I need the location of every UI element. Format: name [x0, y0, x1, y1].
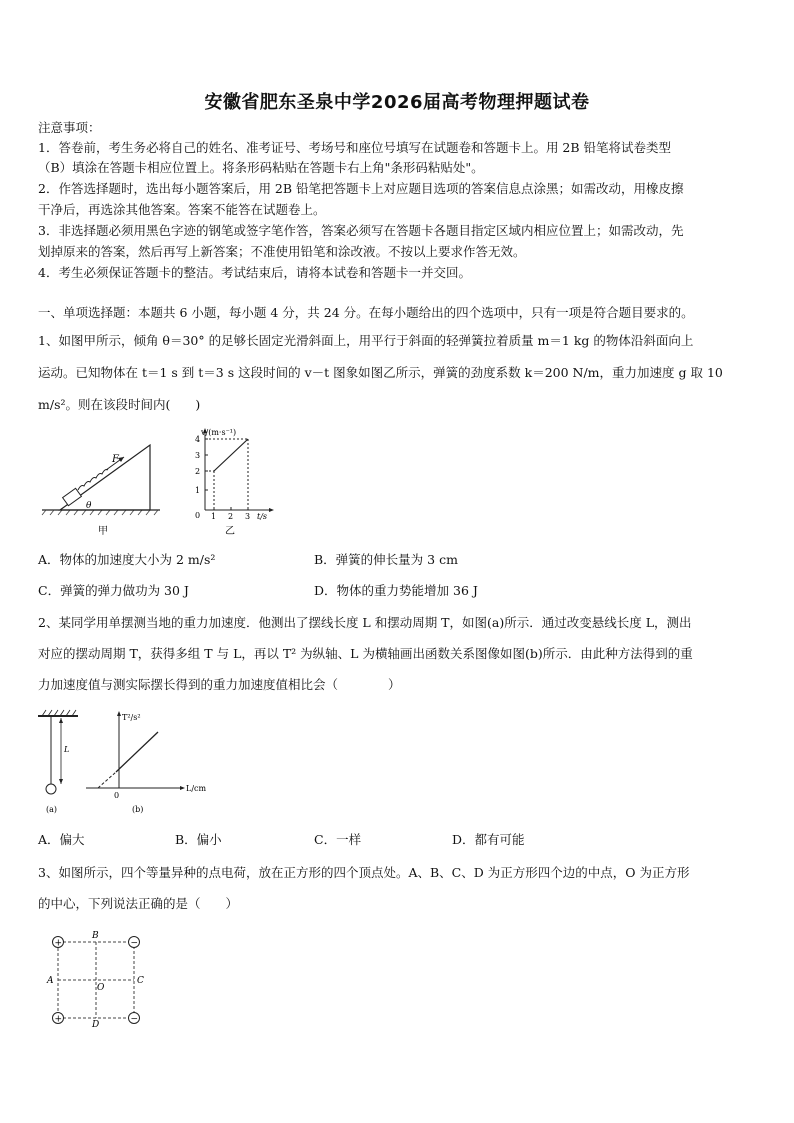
- q3-line: 的中心，下列说法正确的是（ ）: [38, 896, 239, 911]
- q2-option-b[interactable]: B．偏小: [175, 832, 222, 847]
- figure-caption: (b): [132, 805, 144, 814]
- tick-label: 2: [195, 467, 201, 476]
- axis-label: v/(m·s⁻¹): [201, 428, 237, 437]
- angle-label: θ: [86, 501, 92, 511]
- point-label: C: [137, 976, 144, 986]
- minus-charge-icon: −: [130, 938, 139, 949]
- origin-label: 0: [195, 511, 201, 520]
- q3-figure: [44, 928, 154, 1028]
- q1-figure-yi: [185, 425, 275, 540]
- minus-charge-icon: −: [130, 1014, 139, 1025]
- q1-option-c[interactable]: C．弹簧的弹力做功为 30 J: [38, 583, 189, 598]
- notice-line: （B）填涂在答题卡相应位置上。将条形码粘贴在答题卡右上角"条形码粘贴处"。: [38, 160, 484, 175]
- axis-label: L/cm: [186, 784, 207, 793]
- q2-option-c[interactable]: C．一样: [314, 832, 362, 847]
- notice-line: 划掉原来的答案，然后再写上新答案；不准使用铅笔和涂改液。不按以上要求作答无效。: [38, 244, 526, 259]
- tick-label: 1: [211, 512, 217, 521]
- point-label: A: [47, 976, 54, 986]
- tick-label: 3: [245, 512, 251, 521]
- q1-option-a[interactable]: A．物体的加速度大小为 2 m/s²: [38, 552, 216, 567]
- page-title: 安徽省肥东圣泉中学2026届高考物理押题试卷: [204, 92, 590, 113]
- force-label: F: [112, 454, 119, 465]
- q2-line: 力加速度值与测实际摆长得到的重力加速度值相比会（ ）: [38, 677, 401, 692]
- figure-caption: 甲: [98, 526, 108, 537]
- figure-caption: (a): [46, 805, 58, 814]
- notice-heading: 注意事项：: [38, 120, 101, 135]
- q1-option-d[interactable]: D．物体的重力势能增加 36 J: [314, 583, 478, 598]
- q1-figure-jia: [40, 440, 170, 540]
- tick-label: 1: [195, 486, 201, 495]
- q1-line: 1、如图甲所示，倾角 θ＝30° 的足够长固定光滑斜面上，用平行于斜面的轻弹簧拉着质量 m＝1 kg 的物体沿斜面向上: [38, 333, 694, 348]
- notice-line: 3．非选择题必须用黑色字迹的钢笔或签字笔作答，答案必须写在答题卡各题目指定区域内相应位置上；如需改动，先: [38, 223, 684, 238]
- q2-option-d[interactable]: D．都有可能: [452, 832, 525, 847]
- point-label: O: [97, 983, 105, 993]
- q2-figure: [36, 708, 216, 818]
- q2-line: 对应的摆动周期 T，获得多组 T 与 L，再以 T² 为纵轴、L 为横轴画出函数关系图像如图(b)所示．由此种方法得到的重: [38, 646, 693, 661]
- tick-label: 2: [228, 512, 234, 521]
- axis-label: t/s: [257, 512, 268, 521]
- notice-line: 4．考生必须保证答题卡的整洁。考试结束后，请将本试卷和答题卡一并交回。: [38, 265, 471, 280]
- q1-option-b[interactable]: B．弹簧的伸长量为 3 cm: [314, 552, 458, 567]
- section-heading: 一、单项选择题：本题共 6 小题，每小题 4 分，共 24 分。在每小题给出的四个选项中，只有一项是符合题目要求的。: [38, 305, 694, 320]
- point-label: B: [92, 931, 99, 941]
- tick-label: 3: [195, 451, 201, 460]
- axis-label: T²/s²: [122, 713, 141, 722]
- notice-line: 1．答卷前，考生务必将自己的姓名、准考证号、考场号和座位号填写在试题卷和答题卡上。用 2B 铅笔将试卷类型: [38, 140, 672, 155]
- q3-line: 3、如图所示，四个等量异种的点电荷，放在正方形的四个顶点处。A、B、C、D 为正方形四个边的中点，O 为正方形: [38, 865, 690, 880]
- notice-line: 干净后，再选涂其他答案。答案不能答在试题卷上。: [38, 202, 326, 217]
- q1-line: 运动。已知物体在 t＝1 s 到 t＝3 s 这段时间的 v－t 图象如图乙所示，弹簧的劲度系数 k＝200 N/m，重力加速度 g 取 10: [38, 365, 723, 380]
- plus-charge-icon: +: [54, 1014, 63, 1025]
- q2-option-a[interactable]: A．偏大: [38, 832, 85, 847]
- notice-line: 2．作答选择题时，选出每小题答案后，用 2B 铅笔把答题卡上对应题目选项的答案信息点涂黑；如需改动，用橡皮擦: [38, 181, 684, 196]
- q1-line: m/s²。则在该段时间内( ): [38, 397, 201, 412]
- figure-caption: 乙: [225, 526, 235, 537]
- point-label: D: [92, 1020, 100, 1028]
- q2-line: 2、某同学用单摆测当地的重力加速度．他测出了摆线长度 L 和摆动周期 T，如图(a)所示．通过改变悬线长度 L，测出: [38, 615, 692, 630]
- length-label: L: [64, 745, 70, 754]
- tick-label: 4: [195, 435, 201, 444]
- origin-label: 0: [114, 791, 120, 800]
- plus-charge-icon: +: [54, 938, 63, 949]
